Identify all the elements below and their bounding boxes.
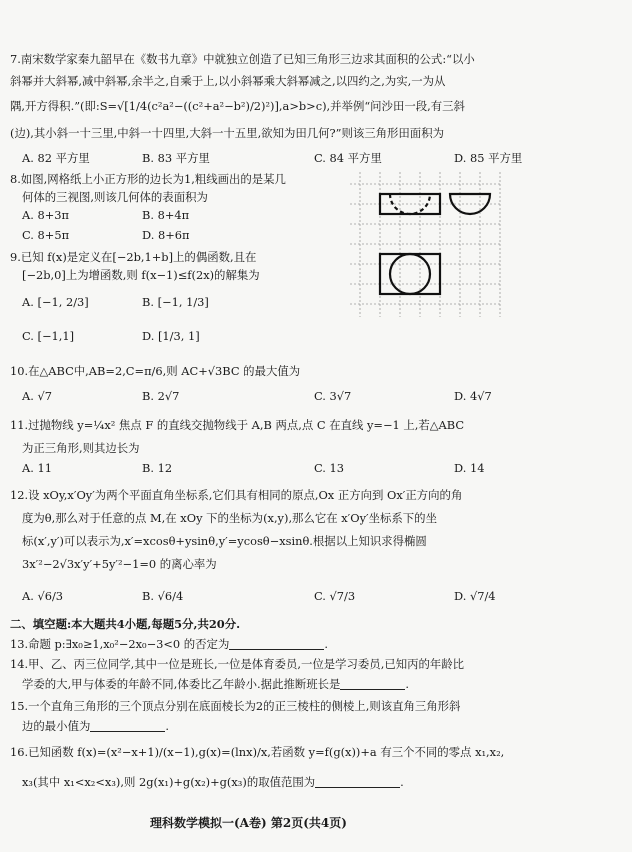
q9-option-c: C. [−1,1]: [22, 329, 75, 343]
q7-line-1: 7.南宋数学家秦九韶早在《数书九章》中就独立创造了已知三角形三边求其面积的公式:“以小: [10, 52, 475, 66]
q8-option-d: D. 8+6π: [142, 228, 190, 242]
q11-line-1: 11.过抛物线 y=¼x² 焦点 F 的直线交抛物线于 A,B 两点,点 C 在直线 y=−1 上,若△ABC: [10, 418, 465, 432]
q15-line-1: 15.一个直角三角形的三个顶点分别在底面棱长为2的正三棱柱的侧棱上,则该直角三角形斜: [10, 699, 461, 713]
q7-line-4: (边),其小斜一十三里,中斜一十四里,大斜一十五里,欲知为田几何?”则该三角形田面积为: [10, 126, 444, 140]
q11-option-c: C. 13: [314, 461, 345, 475]
q11-option-b: B. 12: [142, 461, 173, 475]
q12-line-4: 3x′²−2√3x′y′+5y′²−1=0 的离心率为: [22, 557, 217, 571]
q7-option-d: D. 85 平方里: [454, 151, 523, 165]
q11-options: [22, 461, 582, 475]
q13: 13.命题 p:∃x₀≥1,x₀²−2x₀−3<0 的否定为 .: [10, 637, 328, 651]
q7-line-3: 隅,开方得积.”(即:S=√[1/4(c²a²−((c²+a²−b²)/2)²)],a>b>c),并举例“问沙田一段,有三斜: [10, 99, 465, 113]
q16-answer-blank[interactable]: [315, 776, 400, 788]
q13-text: 13.命题 p:∃x₀≥1,x₀²−2x₀−3<0 的否定为: [10, 637, 230, 651]
q8-option-a: A. 8+3π: [22, 208, 69, 222]
q16-text: x₃(其中 x₁<x₂<x₃),则 2g(x₁)+g(x₂)+g(x₃)的取值范围为: [22, 775, 316, 789]
q9-options-row1: [22, 295, 582, 309]
q10-option-a: A. √7: [22, 389, 52, 403]
q8-option-c: C. 8+5π: [22, 228, 70, 242]
q9-option-d: D. [1/3, 1]: [142, 329, 200, 343]
q10-options: [22, 389, 582, 403]
q8-option-b: B. 8+4π: [142, 208, 190, 222]
q7-option-c: C. 84 平方里: [314, 151, 382, 165]
q16-line-2: x₃(其中 x₁<x₂<x₃),则 2g(x₁)+g(x₂)+g(x₃)的取值范围为 .: [22, 775, 404, 789]
q9-line-1: 9.已知 f(x)是定义在[−2b,1+b]上的偶函数,且在: [10, 250, 257, 264]
q14-line-2: 学委的大,甲与体委的年龄不同,体委比乙年龄小.据此推断班长是 .: [22, 677, 410, 691]
q9-line-2: [−2b,0]上为增函数,则 f(x−1)≤f(2x)的解集为: [22, 268, 260, 282]
page-footer: 理科数学模拟一(A卷) 第2页(共4页): [150, 816, 347, 830]
q15-line-2: 边的最小值为 .: [22, 719, 169, 733]
q10-option-b: B. 2√7: [142, 389, 180, 403]
q11-option-a: A. 11: [22, 461, 52, 475]
q15-answer-blank[interactable]: [90, 720, 165, 732]
q12-options: [22, 589, 582, 603]
q9-options-row2: [22, 329, 582, 343]
q12-line-1: 12.设 xOy,x′Oy′为两个平面直角坐标系,它们具有相同的原点,Ox 正方向到 Ox′正方向的角: [10, 488, 463, 502]
q14-line-1: 14.甲、乙、丙三位同学,其中一位是班长,一位是体育委员,一位是学习委员,已知丙的年龄比: [10, 657, 465, 671]
q12-line-2: 度为θ,那么对于任意的点 M,在 xOy 下的坐标为(x,y),那么它在 x′Oy′坐标系下的坐: [22, 511, 437, 525]
q14-text: 学委的大,甲与体委的年龄不同,体委比乙年龄小.据此推断班长是: [22, 677, 341, 691]
q10-option-d: D. 4√7: [454, 389, 492, 403]
q7-line-2: 斜幂并大斜幂,减中斜幂,余半之,自乘于上,以小斜幂乘大斜幂减之,以四约之,为实,一为从: [10, 74, 446, 88]
q14-answer-blank[interactable]: [340, 678, 405, 690]
q8-line-1: 8.如图,网格纸上小正方形的边长为1,粗线画出的是某几: [10, 172, 286, 186]
q9-option-b: B. [−1, 1/3]: [142, 295, 209, 309]
q12-option-a: A. √6/3: [22, 589, 64, 603]
q12-line-3: 标(x′,y′)可以表示为,x′=xcosθ+ysinθ,y′=ycosθ−xsinθ.根据以上知识求得椭圆: [22, 534, 427, 548]
q10-option-c: C. 3√7: [314, 389, 352, 403]
q16-line-1: 16.已知函数 f(x)=(x²−x+1)/(x−1),g(x)=(lnx)/x,若函数 y=f(g(x))+a 有三个不同的零点 x₁,x₂,: [10, 745, 505, 759]
q7-options: [22, 151, 582, 165]
q12-option-c: C. √7/3: [314, 589, 356, 603]
q10-text: 10.在△ABC中,AB=2,C=π/6,则 AC+√3BC 的最大值为: [10, 364, 301, 378]
q9-option-a: A. [−1, 2/3]: [22, 295, 89, 309]
q7-option-a: A. 82 平方里: [22, 151, 90, 165]
q12-option-b: B. √6/4: [142, 589, 184, 603]
q12-option-d: D. √7/4: [454, 589, 496, 603]
q15-text: 边的最小值为: [22, 719, 91, 733]
q11-line-2: 为正三角形,则其边长为: [22, 441, 140, 455]
q8-line-2: 何体的三视图,则该几何体的表面积为: [22, 190, 208, 204]
q11-option-d: D. 14: [454, 461, 485, 475]
section-fill-in-heading: 二、填空题:本大题共4小题,每题5分,共20分.: [10, 617, 241, 631]
q7-option-b: B. 83 平方里: [142, 151, 210, 165]
q13-answer-blank[interactable]: [229, 638, 324, 650]
